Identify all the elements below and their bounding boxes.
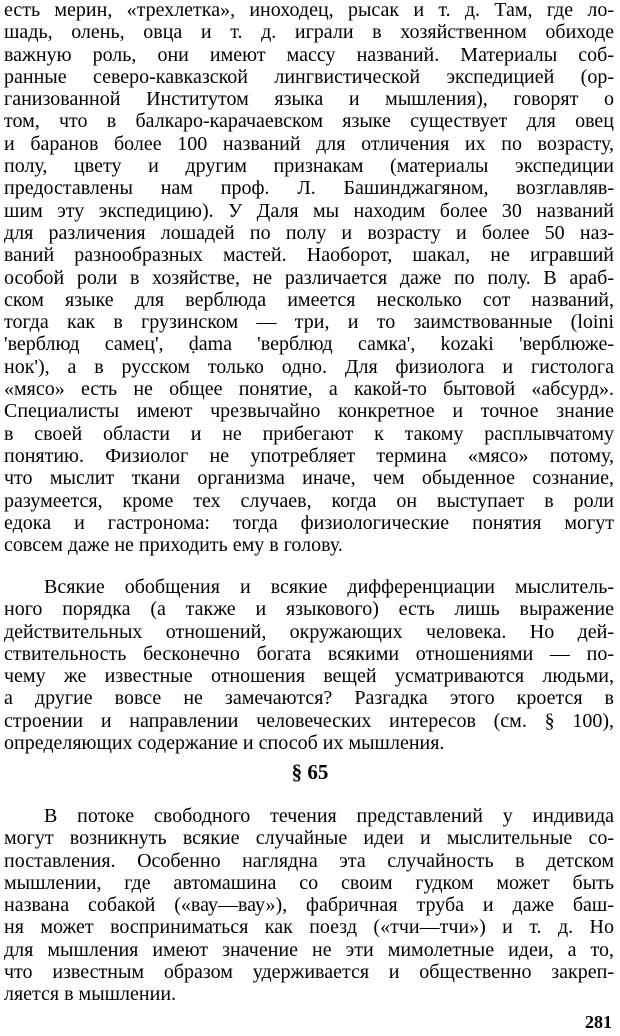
text-line: предоставлены нам проф. Л. Башинджагяном, возглавляв- — [4, 177, 614, 200]
text-line: понятию. Физиолог не употребляет термина «мясо» потому, — [4, 444, 614, 467]
text-line: что мыслит ткани организма иначе, чем обыденное сознание, — [4, 467, 614, 490]
text-line: мышлении, где автомашина со своим гудком может быть — [4, 871, 614, 894]
paragraph-3 — [4, 805, 614, 1006]
text-line: ляется в мышлении. — [4, 983, 177, 1006]
paragraph-1 — [4, 0, 614, 556]
text-line: ганизованной Институтом языка и мышления), говорят о — [4, 88, 614, 111]
text-line: действительных отношений, окружающих человека. Но дей- — [4, 620, 614, 643]
text-line: поставления. Особенно наглядна эта случайность в детском — [4, 849, 614, 872]
text-line: том, что в балкаро-карачаевском языке существует для овец — [4, 110, 614, 133]
text-line: шадь, олень, овца и т. д. играли в хозяйственном обиходе — [4, 21, 614, 44]
text-line: полу, цвету и другим признакам (материалы экспедиции — [4, 155, 614, 178]
text-line: могут возникнуть всякие случайные идеи и мыслительные со- — [4, 827, 614, 850]
text-line: нок'), а в русском только одно. Для физиолога и гистолога — [4, 355, 614, 378]
text-line: Специалисты имеют чрезвычайно конкретное и точное знание — [4, 400, 614, 423]
text-line: ня может восприниматься как поезд («тчи—тчи») и т. д. Но — [4, 916, 614, 939]
text-line: тогда как в грузинском — три, и то заимствованные (loini — [4, 311, 614, 334]
text-line: в своей области и не прибегают к такому расплывчатому — [4, 422, 614, 445]
text-line: важную роль, они имеют массу названий. Материалы соб- — [4, 43, 614, 66]
text-line: ваний разнообразных мастей. Наоборот, шакал, не игравший — [4, 244, 614, 267]
text-line: названа собакой («вау—вау»), фабричная труба и даже баш- — [4, 894, 614, 917]
text-line: «мясо» есть не общее понятие, а какой-то бытовой «абсурд». — [4, 378, 614, 401]
text-line: Всякие обобщения и всякие дифференциации мыслитель- — [44, 576, 614, 598]
text-line: разумеется, кроме тех случаев, когда он выступает в роли — [4, 489, 614, 512]
text-line: ранные северо-кавказской лингвистической экспедицией (ор- — [4, 65, 614, 88]
text-line: ного порядка (а также и языкового) есть лишь выражение — [4, 598, 614, 621]
text-line: особой роли в хозяйстве, не различается даже по полу. В араб- — [4, 266, 614, 289]
text-line: что известным образом удерживается и общественно закреп- — [4, 961, 614, 984]
section-heading: § 65 — [291, 760, 329, 784]
text-line: определяющих содержание и способ их мышления. — [4, 732, 445, 755]
text-line: ствительность бесконечно богата всякими отношениями — по- — [4, 642, 614, 665]
text-line: ском языке для верблюда имеется несколько сот названий, — [4, 288, 614, 311]
text-line: строении и направлении человеческих интересов (см. § 100), — [4, 709, 614, 732]
text-line: шим эту экспедицию). У Даля мы находим более 30 названий — [4, 199, 614, 222]
paragraph-2 — [4, 576, 614, 754]
text-line: для различения лошадей по полу и возрасту и более 50 наз- — [4, 221, 614, 244]
text-line: 'верблюд самец', ḍama 'верблюд самка', kozaki 'верблюже- — [4, 333, 614, 356]
text-line: а другие вовсе не замечаются? Разгадка этого кроется в — [4, 687, 614, 710]
text-line: чему же известные отношения вещей усматриваются людьми, — [4, 665, 614, 688]
text-line: едока и гастронома: тогда физиологические понятия могут — [4, 511, 614, 534]
page-number: 281 — [585, 1012, 612, 1032]
text-line: есть мерин, «трехлетка», иноходец, рысак и т. д. Там, где ло- — [4, 0, 614, 21]
text-line: и баранов более 100 названий для отличения их по возрасту, — [4, 132, 614, 155]
text-line: В потоке свободного течения представлений у индивида — [44, 805, 614, 827]
text-line: для мышления имеют значение не эти мимолетные идеи, а то, — [4, 938, 614, 961]
text-line: совсем даже не приходить ему в голову. — [4, 534, 343, 557]
